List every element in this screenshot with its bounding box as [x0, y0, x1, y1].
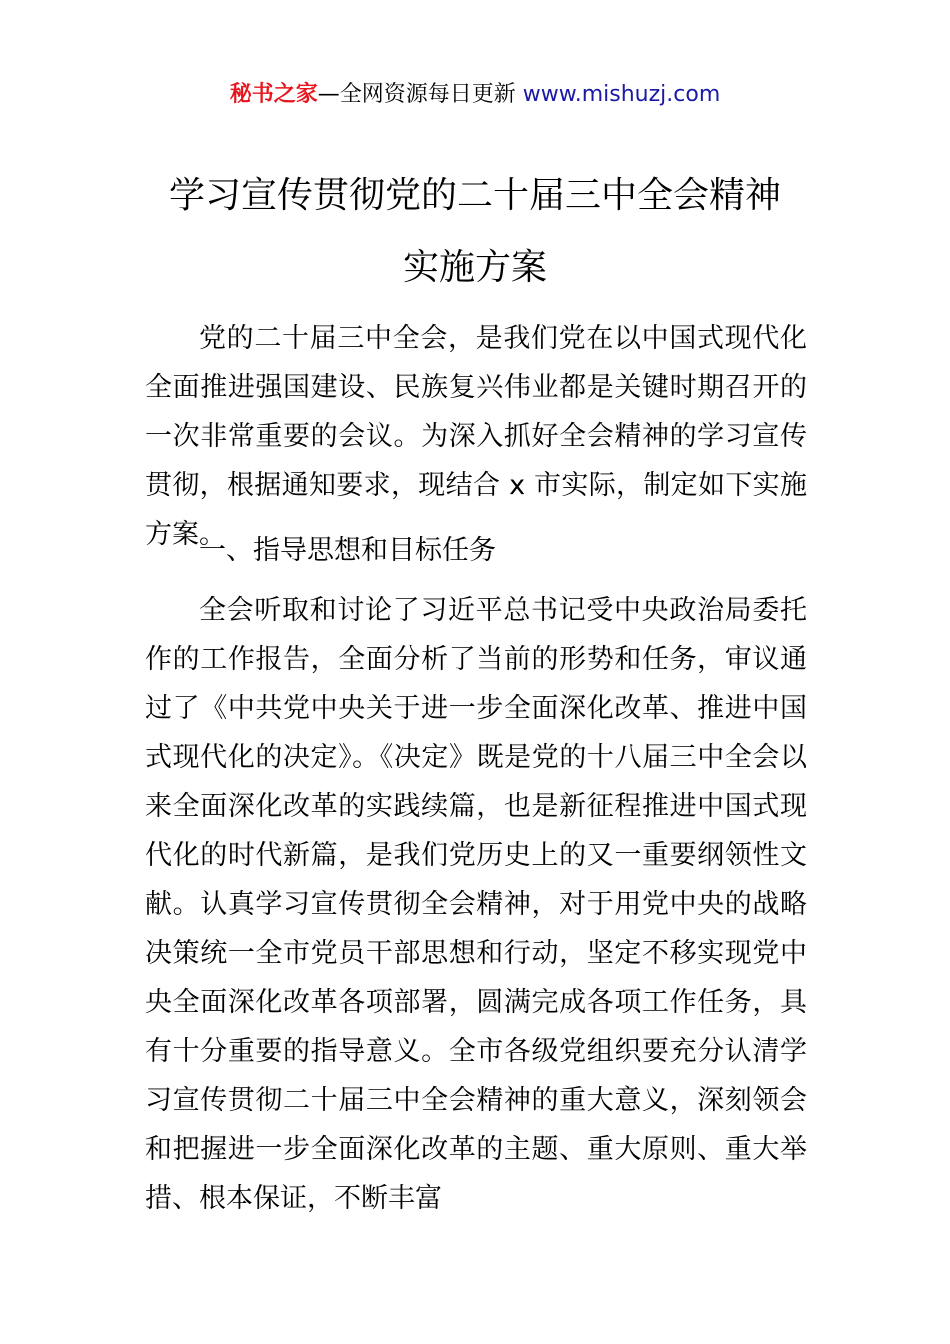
intro-paragraph: 党的二十届三中全会，是我们党在以中国式现代化全面推进强国建设、民族复兴伟业都是关键时期召开的一次非常重要的会议。为深入抓好全会精神的学习宣传贯彻，根据通知要求，现结合 x 市实际，制定如下实施方案。 — [145, 323, 807, 550]
document-title-line-1: 学习宣传贯彻党的二十届三中全会精神 — [168, 175, 781, 216]
site-brand: 秘书之家 — [229, 82, 318, 107]
body-paragraph: 全会听取和讨论了习近平总书记受中央政治局委托作的工作报告，全面分析了当前的形势和任务，审议通过了《中共党中央关于进一步全面深化改革、推进中国式现代化的决定》。《决定》既是党的十八届三中全会以来全面深化改革的实践续篇，也是新征程推进中国式现代化的时代新篇，是我们党历史上的又一重要纲领性文献。认真学习宣传贯彻全会精神，对于用党中央的战略决策统一全市党员干部思想和行动，坚定不移实现党中央全面深化改革各项部署，圆满完成各项工作任务，具有十分重要的指导意义。全市各级党组织要充分认清学习宣传贯彻二十届三中全会精神的重大意义，深刻领会和把握进一步全面深化改革的主题、重大原则、重大举措、根本保证，不断丰富 — [145, 595, 807, 1214]
document-title-line-2: 实施方案 — [402, 247, 547, 288]
section-heading: 一、指导思想和目标任务 — [199, 535, 496, 566]
site-slogan: —全网资源每日更新 — [317, 82, 523, 107]
site-header — [0, 78, 950, 112]
site-url-link[interactable]: www.mishuzj.com — [522, 82, 721, 107]
